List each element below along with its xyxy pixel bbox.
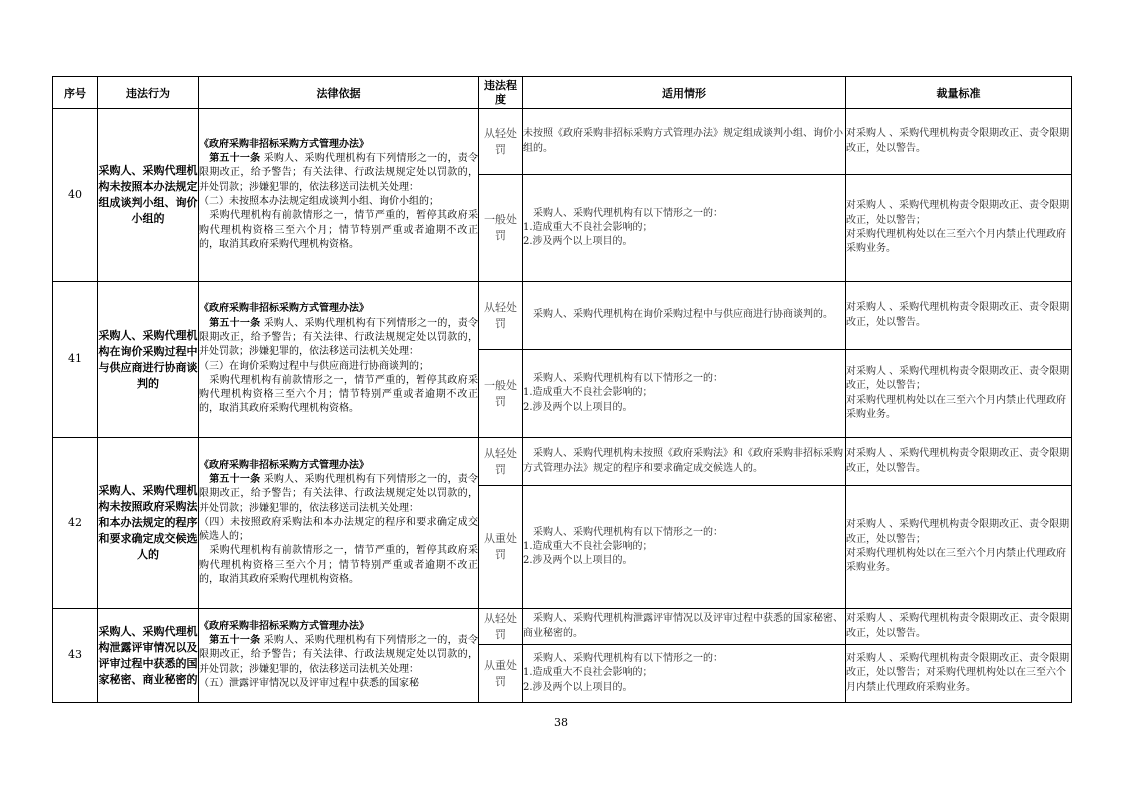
penalty-degree: 从轻处罚 <box>479 438 523 486</box>
penalty-standard: 对采购人 、采购代理机构责令限期改正、责令限期改正，处以警告。 <box>846 609 1072 645</box>
law-title: 《政府采购非招标采购方式管理办法》 <box>199 138 369 150</box>
table-row <box>53 438 1072 486</box>
header-situation: 适用情形 <box>523 77 846 109</box>
article-item: （二）未按照本办法规定组成谈判小组、询价小组的； <box>199 196 439 207</box>
violation-act: 采购人、采购代理机构泄露评审情况以及评审过程中获悉的国家秘密、商业秘密的 <box>98 609 199 703</box>
penalty-standard: 对采购人 、采购代理机构责令限期改正、责令限期改正，处以警告；对采购代理机构处以在三至六个月内禁止代理政府采购业务。 <box>846 645 1072 703</box>
article-number: 第五十一条 <box>209 153 261 165</box>
penalty-standard: 对采购人 、采购代理机构责令限期改正、责令限期改正，处以警告。 <box>846 282 1072 350</box>
penalty-degree: 从轻处罚 <box>479 282 523 350</box>
article-item: （五）泄露评审情况以及评审过程中获悉的国家秘 <box>199 677 419 689</box>
header-act: 违法行为 <box>98 77 199 109</box>
article-item: （四）未按照政府采购法和本办法规定的程序和要求确定成交候选人的； <box>199 516 478 543</box>
row-number: 41 <box>53 282 98 438</box>
table-row <box>53 282 1072 350</box>
table-row <box>53 109 1072 175</box>
law-title: 《政府采购非招标采购方式管理办法》 <box>199 620 369 632</box>
row-number: 42 <box>53 438 98 609</box>
applicable-situation: 采购人、采购代理机构未按照《政府采购法》和《政府采购非招标采购方式管理办法》规定的程序和要求确定成交候选人的。 <box>523 438 846 486</box>
header-degree: 违法程度 <box>479 77 523 109</box>
penalty-standard: 对采购人 、采购代理机构责令限期改正、责令限期改正，处以警告； 对采购代理机构处以在三至六个月内禁止代理政府采购业务。 <box>846 175 1072 282</box>
violation-act: 采购人、采购代理机构在询价采购过程中与供应商进行协商谈判的 <box>98 282 199 438</box>
article-intro: 采购人、采购代理机构有下列情形之一的，责令限期改正，给予警告；有关法律、行政法规规定处以罚款的，并处罚款；涉嫌犯罪的，依法移送司法机关处理： <box>199 473 478 514</box>
row-number: 40 <box>53 109 98 282</box>
article-item: （三）在询价采购过程中与供应商进行协商谈判的； <box>199 360 429 372</box>
penalty-degree: 从重处罚 <box>479 486 523 609</box>
article-intro: 采购人、采购代理机构有下列情形之一的，责令限期改正，给予警告；有关法律、行政法规规定处以罚款的，并处罚款；涉嫌犯罪的，依法移送司法机关处理： <box>199 635 478 675</box>
law-title: 《政府采购非招标采购方式管理办法》 <box>199 459 369 471</box>
penalty-degree: 从轻处罚 <box>479 109 523 175</box>
violation-act: 采购人、采购代理机构未按照政府采购法和本办法规定的程序和要求确定成交候选人的 <box>98 438 199 609</box>
table-row <box>53 609 1072 645</box>
penalty-standard: 对采购人 、采购代理机构责令限期改正、责令限期改正，处以警告。 <box>846 438 1072 486</box>
legal-basis <box>199 438 479 609</box>
article-intro: 采购人、采购代理机构有下列情形之一的，责令限期改正，给予警告；有关法律、行政法规规定处以罚款的，并处罚款；涉嫌犯罪的，依法移送司法机关处理： <box>199 153 478 193</box>
penalty-degree: 一般处罚 <box>479 350 523 438</box>
legal-basis <box>199 282 479 438</box>
header-no: 序号 <box>53 77 98 109</box>
article-number: 第五十一条 <box>209 635 261 647</box>
penalty-table <box>52 76 1072 703</box>
penalty-standard: 对采购人 、采购代理机构责令限期改正、责令限期改正，处以警告； 对采购代理机构处以在三至六个月内禁止代理政府采购业务。 <box>846 350 1072 438</box>
penalty-degree: 一般处罚 <box>479 175 523 282</box>
row-number: 43 <box>53 609 98 703</box>
article-number: 第五十一条 <box>209 317 261 329</box>
table-header-row <box>53 77 1072 109</box>
article-text <box>199 634 478 677</box>
applicable-situation: 未按照《政府采购非招标采购方式管理办法》规定组成谈判小组、询价小组的。 <box>523 109 846 175</box>
legal-basis <box>199 609 479 703</box>
applicable-situation: 采购人、采购代理机构在询价采购过程中与供应商进行协商谈判的。 <box>523 282 846 350</box>
penalty-standard: 对采购人 、采购代理机构责令限期改正、责令限期改正，处以警告。 <box>846 109 1072 175</box>
header-basis: 法律依据 <box>199 77 479 109</box>
article-text <box>199 473 478 516</box>
applicable-situation: 采购人、采购代理机构有以下情形之一的： 1.造成重大不良社会影响的； 2.涉及两个以上项目的。 <box>523 175 846 282</box>
penalty-degree: 从重处罚 <box>479 645 523 703</box>
applicable-situation: 采购人、采购代理机构有以下情形之一的： 1.造成重大不良社会影响的； 2.涉及两个以上项目的。 <box>523 350 846 438</box>
article-number: 第五十一条 <box>209 473 261 485</box>
header-standard: 裁量标准 <box>846 77 1072 109</box>
article-tail: 采购代理机构有前款情形之一，情节严重的，暂停其政府采购代理机构资格三至六个月；情节特别严重或者逾期不改正的，取消其政府采购代理机构资格。 <box>199 545 478 586</box>
law-title: 《政府采购非招标采购方式管理办法》 <box>199 303 369 315</box>
penalty-degree: 从轻处罚 <box>479 609 523 645</box>
article-text <box>199 317 478 360</box>
article-tail: 采购代理机构有前款情形之一，情节严重的，暂停其政府采购代理机构资格三至六个月；情节特别严重或者逾期不改正的，取消其政府采购代理机构资格。 <box>199 210 478 250</box>
violation-act: 采购人、采购代理机构未按照本办法规定组成谈判小组、询价小组的 <box>98 109 199 282</box>
legal-basis <box>199 109 479 282</box>
penalty-standard: 对采购人 、采购代理机构责令限期改正、责令限期改正，处以警告； 对采购代理机构处以在三至六个月内禁止代理政府采购业务。 <box>846 486 1072 609</box>
article-text <box>199 152 478 195</box>
applicable-situation: 采购人、采购代理机构泄露评审情况以及评审过程中获悉的国家秘密、商业秘密的。 <box>523 609 846 645</box>
applicable-situation: 采购人、采购代理机构有以下情形之一的： 1.造成重大不良社会影响的； 2.涉及两个以上项目的。 <box>523 645 846 703</box>
applicable-situation: 采购人、采购代理机构有以下情形之一的： 1.造成重大不良社会影响的； 2.涉及两个以上项目的。 <box>523 486 846 609</box>
article-tail: 采购代理机构有前款情形之一，情节严重的，暂停其政府采购代理机构资格三至六个月；情节特别严重或者逾期不改正的，取消其政府采购代理机构资格。 <box>199 374 478 415</box>
page-number: 38 <box>554 716 568 729</box>
article-intro: 采购人、采购代理机构有下列情形之一的，责令限期改正，给予警告；有关法律、行政法规规定处以罚款的，并处罚款；涉嫌犯罪的，依法移送司法机关处理： <box>199 317 478 358</box>
